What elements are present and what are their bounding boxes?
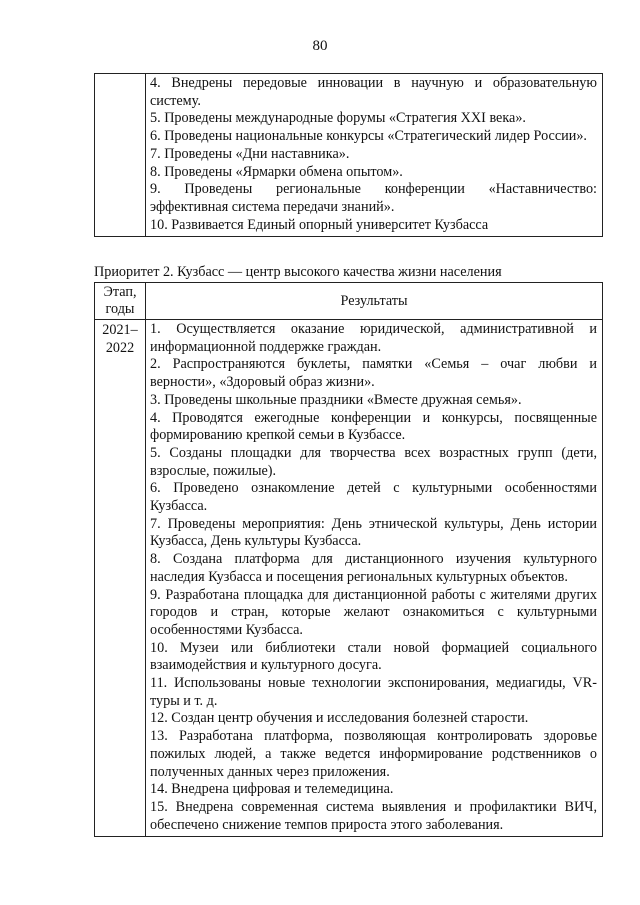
continued-results-table	[94, 73, 603, 237]
header-results: Результаты	[146, 283, 603, 320]
list-item: 12. Создан центр обучения и исследования болезней старости.	[150, 710, 529, 727]
results-cell	[146, 320, 603, 837]
priority-results-table	[94, 282, 603, 837]
list-item: 4. Проводятся ежегодные конференции и конкурсы, посвященные формированию крепкой семьи в Кузбассе.	[150, 409, 597, 444]
list-item: 10. Музеи или библиотеки стали новой формацией социального взаимодействия и культурного досуга.	[150, 639, 597, 674]
list-item: 13. Разработана платформа, позволяющая контролировать здоровье пожилых людей, а также ведется информирование родственников о полученных данных через приложения.	[150, 728, 597, 780]
list-item: 9. Проведены региональные конференции «Наставничество: эффективная система передачи знаний».	[150, 181, 597, 215]
list-item: 7. Проведены мероприятия: День этнической культуры, День истории Кузбасса, День культуры Кузбасса.	[150, 515, 597, 550]
table-row	[95, 74, 603, 237]
results-list	[150, 75, 597, 234]
list-item: 4. Внедрены передовые инновации в научную и образовательную систему.	[150, 75, 597, 109]
list-item: 7. Проведены «Дни наставника».	[150, 145, 350, 162]
list-item: 3. Проведены школьные праздники «Вместе дружная семья».	[150, 391, 522, 408]
stage-cell-empty	[95, 74, 146, 237]
list-item: 1. Осуществляется оказание юридической, административной и информационной поддержке граждан.	[150, 321, 597, 355]
results-cell	[146, 74, 603, 237]
stage-cell: 2021–2022	[95, 320, 146, 837]
list-item: 14. Внедрена цифровая и телемедицина.	[150, 781, 394, 798]
list-item: 8. Проведены «Ярмарки обмена опытом».	[150, 163, 403, 180]
list-item: 9. Разработана площадка для дистанционной работы с жителями других городов и стран, которые желают ознакомиться с культурными особенностями Кузбасса.	[150, 586, 597, 638]
header-stage: Этап, годы	[95, 283, 146, 320]
list-item: 5. Созданы площадки для творчества всех возрастных групп (дети, взрослые, пожилые).	[150, 444, 597, 479]
list-item: 10. Развивается Единый опорный университет Кузбасса	[150, 216, 489, 233]
list-item: 11. Использованы новые технологии экспонирования, медиагиды, VR-туры и т. д.	[150, 675, 597, 709]
list-item: 6. Проведены национальные конкурсы «Стратегический лидер России».	[150, 128, 587, 145]
page-number: 80	[312, 38, 328, 54]
list-item: 5. Проведены международные форумы «Стратегия XXI века».	[150, 110, 526, 127]
list-item: 2. Распространяются буклеты, памятки «Семья – очаг любви и верности», «Здоровый образ жизни».	[150, 356, 597, 391]
priority-title: Приоритет 2. Кузбасс — центр высокого качества жизни населения	[94, 264, 502, 280]
list-item: 15. Внедрена современная система выявления и профилактики ВИЧ, обеспечено снижение темпов прироста этого заболевания.	[150, 798, 597, 833]
table-header-row	[95, 283, 603, 320]
list-item: 6. Проведено ознакомление детей с культурными особенностями Кузбасса.	[150, 480, 597, 515]
list-item: 8. Создана платформа для дистанционного изучения культурного наследия Кузбасса и посещения региональных культурных объектов.	[150, 551, 597, 585]
results-list	[150, 321, 597, 834]
table-row	[95, 320, 603, 837]
